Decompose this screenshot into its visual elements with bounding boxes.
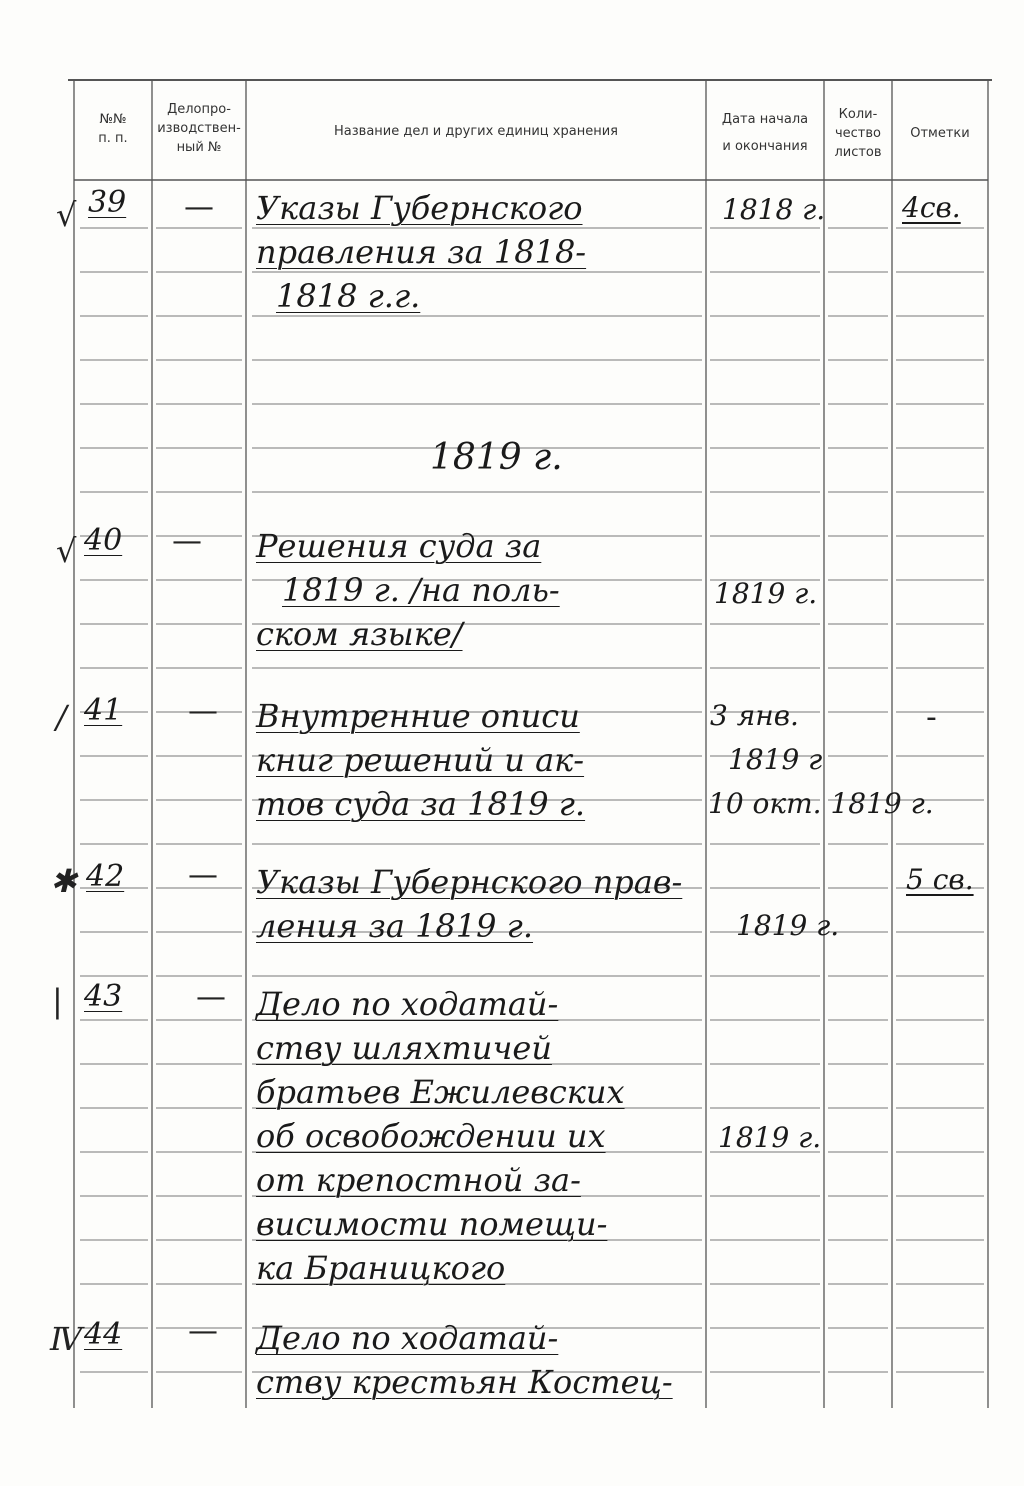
entry-date: 1819 г. xyxy=(718,1121,822,1154)
entry-number: 41 xyxy=(84,693,123,728)
entry-date: 1818 г. xyxy=(722,193,826,226)
entry-title-line: ству крестьян Костец- xyxy=(256,1363,673,1401)
header-sheet-count xyxy=(824,105,892,162)
entry-number: 40 xyxy=(84,523,123,558)
check-mark: | xyxy=(52,982,63,1020)
entry-date-end: 10 окт. 1819 г. xyxy=(708,787,934,820)
header-office-number xyxy=(152,100,246,157)
entry-date: 1819 г. xyxy=(714,577,818,610)
entry-title-line: Внутренние описи xyxy=(256,697,580,735)
entry-title-line: тов суда за 1819 г. xyxy=(256,785,586,823)
header-title: Название дел и других единиц хранения xyxy=(334,124,618,139)
office-number: — xyxy=(184,190,214,225)
entry-title-line: ском языке/ xyxy=(256,615,463,653)
entry-notes: 5 св. xyxy=(906,863,974,896)
header-sheets-line2: чество xyxy=(834,126,881,141)
entry-title-line: ка Браницкого xyxy=(256,1249,506,1287)
entry-date-start-year: 1819 г xyxy=(728,743,823,776)
entry-title-line: 1818 г.г. xyxy=(276,277,421,315)
entry-title-line: книг решений и ак- xyxy=(256,741,585,779)
entry-title-line: Указы Губернского прав- xyxy=(256,863,683,901)
check-mark: √ xyxy=(56,196,77,234)
check-mark: / xyxy=(56,698,67,736)
check-mark: Ⅳ xyxy=(50,1320,82,1358)
entry-date: 1819 г. xyxy=(736,909,840,942)
office-number: — xyxy=(188,858,218,893)
office-number: — xyxy=(196,980,226,1015)
year-heading: 1819 г. xyxy=(430,437,563,478)
header-notes: Отметки xyxy=(910,126,970,141)
entry-date-start: 3 янв. xyxy=(710,699,799,732)
entry-title-line: Дело по ходатай- xyxy=(256,985,559,1023)
entry-title-line: об освобождении их xyxy=(256,1117,606,1155)
entry-number: 42 xyxy=(86,859,125,894)
entry-number: 43 xyxy=(84,979,123,1014)
entry-title-line: висимости помещи- xyxy=(256,1205,608,1243)
entry-title-line: братьев Ежилевских xyxy=(256,1073,625,1111)
entry-notes: - xyxy=(926,700,937,735)
entry-title-line: Дело по ходатай- xyxy=(256,1319,559,1357)
header-sheets-line3: листов xyxy=(834,145,882,160)
entry-number: 44 xyxy=(84,1317,123,1352)
header-dates-line1: Дата начала xyxy=(721,112,809,127)
header-number xyxy=(80,110,146,148)
header-dates-line2: и окончания xyxy=(722,139,808,154)
entry-number: 39 xyxy=(88,185,127,220)
header-office-line1: Делопро- xyxy=(167,102,231,117)
entry-title-line: ления за 1819 г. xyxy=(256,907,534,945)
entry-title-line: Решения суда за xyxy=(256,527,542,565)
header-office-line3: ный № xyxy=(176,140,222,155)
office-number: — xyxy=(172,524,202,559)
office-number: — xyxy=(188,694,218,729)
header-number-line2: п. п. xyxy=(98,131,128,146)
check-mark: ✱ xyxy=(50,862,77,900)
header-office-line2: изводствен- xyxy=(157,121,241,136)
entry-title-line: правления за 1818- xyxy=(256,233,587,271)
entry-notes: 4св. xyxy=(902,191,961,224)
header-dates xyxy=(706,110,824,156)
entry-title-line: от крепостной за- xyxy=(256,1161,581,1199)
office-number: — xyxy=(188,1314,218,1349)
check-mark: √ xyxy=(56,532,77,570)
header-sheets-line1: Коли- xyxy=(838,107,878,122)
header-number-line1: №№ xyxy=(99,112,127,127)
entry-title-line: Указы Губернского xyxy=(256,189,583,227)
entry-title-line: 1819 г. /на поль- xyxy=(282,571,560,609)
entry-title-line: ству шляхтичей xyxy=(256,1029,552,1067)
